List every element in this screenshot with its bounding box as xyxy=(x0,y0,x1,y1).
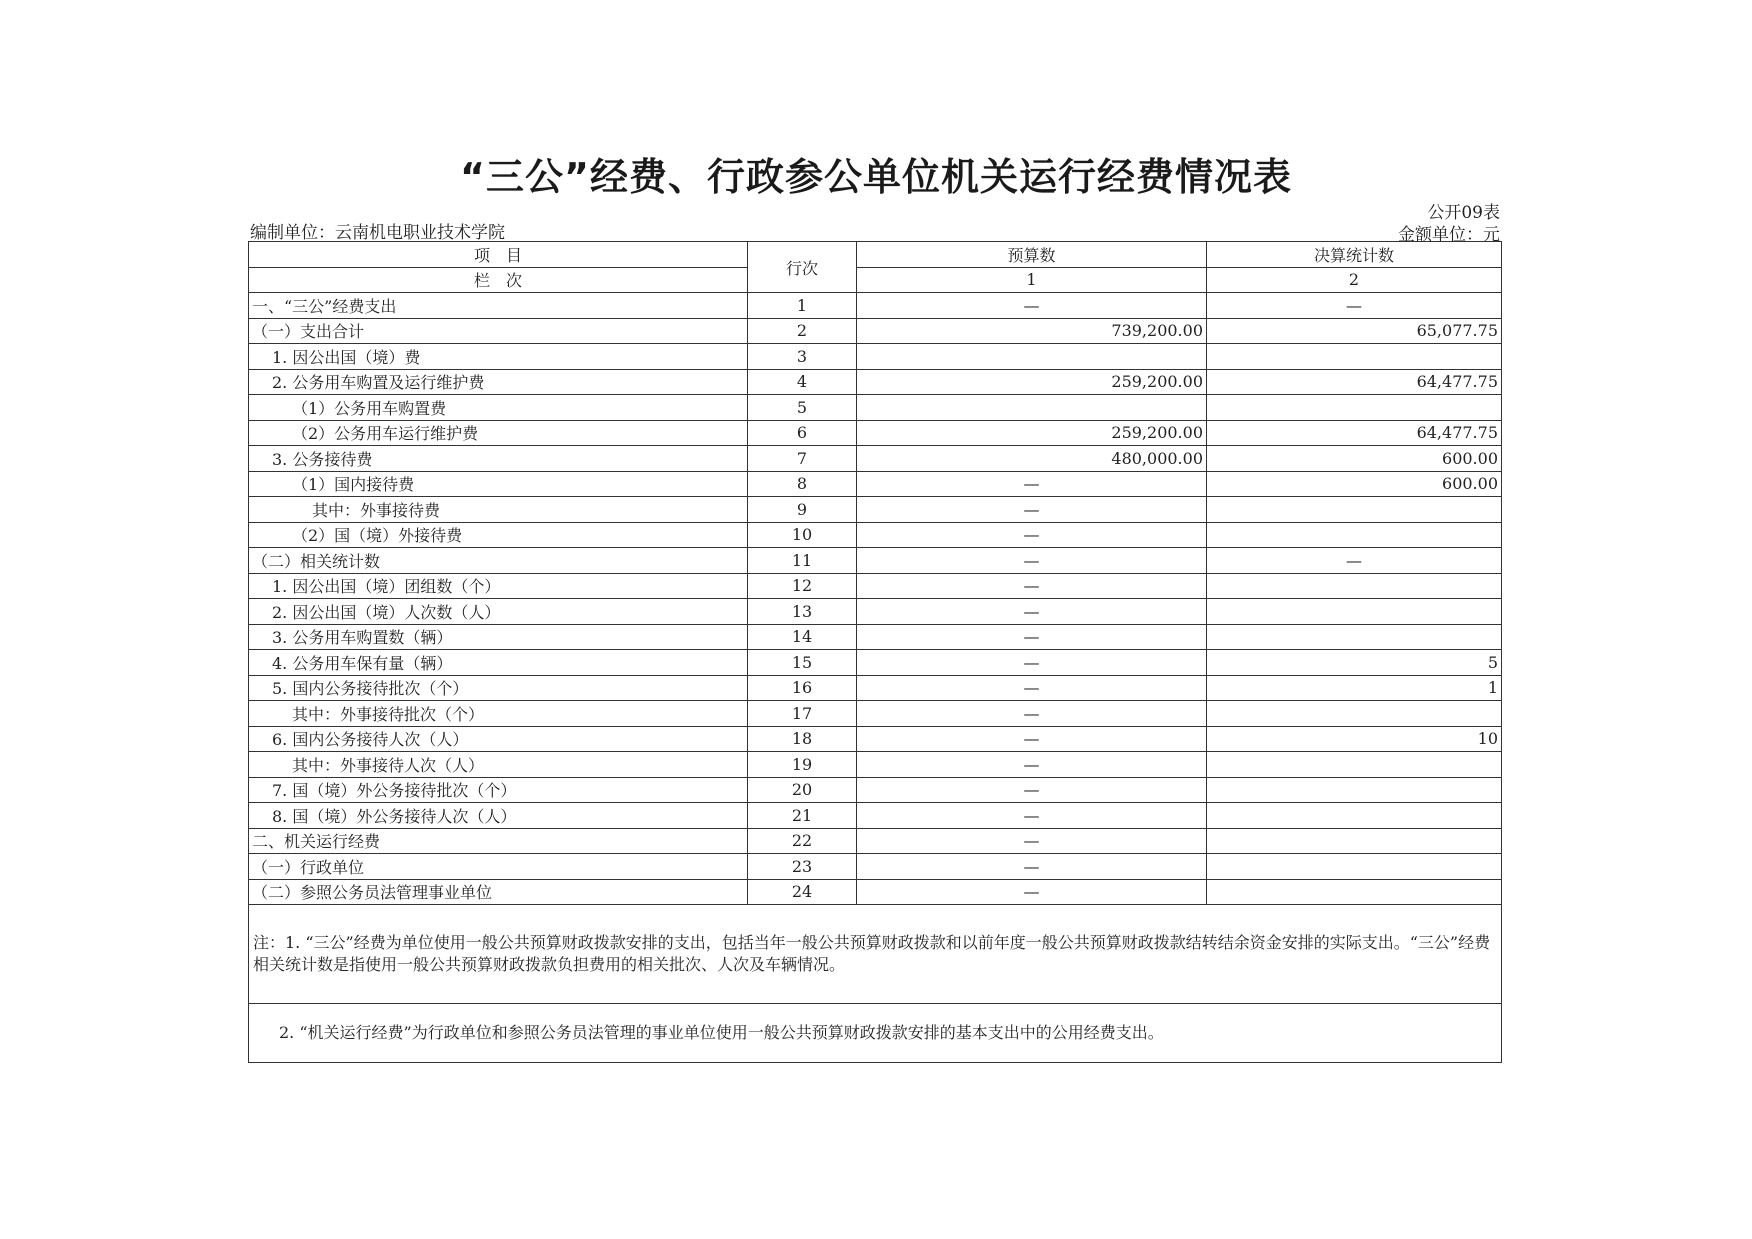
row-item: 二、机关运行经费 xyxy=(249,828,748,854)
table-row xyxy=(249,522,1502,548)
compiling-unit: 编制单位：云南机电职业技术学院 xyxy=(250,223,505,243)
budget-value: — xyxy=(857,777,1207,803)
table-row xyxy=(249,471,1502,497)
note-text: 2. “机关运行经费”为行政单位和参照公务员法管理的事业单位使用一般公共预算财政拨款安排的基本支出中的公用经费支出。 xyxy=(249,1004,1502,1063)
actual-value: — xyxy=(1207,548,1502,574)
row-number: 3 xyxy=(748,344,857,370)
row-item: 2. 公务用车购置及运行维护费 xyxy=(249,369,748,395)
budget-value: — xyxy=(857,548,1207,574)
row-number: 18 xyxy=(748,726,857,752)
budget-value: — xyxy=(857,701,1207,727)
row-number: 8 xyxy=(748,471,857,497)
actual-value xyxy=(1207,344,1502,370)
actual-value xyxy=(1207,701,1502,727)
actual-value: — xyxy=(1207,293,1502,319)
actual-value: 600.00 xyxy=(1207,471,1502,497)
budget-value: — xyxy=(857,624,1207,650)
header-row-no: 行次 xyxy=(748,242,857,293)
actual-value: 5 xyxy=(1207,650,1502,676)
row-item: （1）公务用车购置费 xyxy=(249,395,748,421)
money-unit: 金额单位：元 xyxy=(1398,225,1500,245)
note-text: 注：1. “三公”经费为单位使用一般公共预算财政拨款安排的支出，包括当年一般公共预算财政拨款和以前年度一般公共预算财政拨款结转结余资金安排的实际支出。“三公”经费相关统计数是指使用一般公共预算财政拨款负担费用的相关批次、人次及车辆情况。 xyxy=(249,905,1502,1004)
row-number: 9 xyxy=(748,497,857,523)
row-number: 2 xyxy=(748,318,857,344)
row-item: （一）行政单位 xyxy=(249,854,748,880)
actual-value xyxy=(1207,803,1502,829)
row-number: 16 xyxy=(748,675,857,701)
header-column-label: 栏 次 xyxy=(249,267,748,293)
table-row xyxy=(249,293,1502,319)
row-number: 6 xyxy=(748,420,857,446)
budget-value: 259,200.00 xyxy=(857,420,1207,446)
header-actual-col: 2 xyxy=(1207,267,1502,293)
budget-value: — xyxy=(857,828,1207,854)
table-row xyxy=(249,752,1502,778)
table-row xyxy=(249,369,1502,395)
budget-value: 259,200.00 xyxy=(857,369,1207,395)
table-row xyxy=(249,573,1502,599)
header-row xyxy=(249,242,1502,268)
table-row xyxy=(249,828,1502,854)
table-row xyxy=(249,420,1502,446)
actual-value xyxy=(1207,752,1502,778)
table-row xyxy=(249,395,1502,421)
row-number: 20 xyxy=(748,777,857,803)
actual-value: 64,477.75 xyxy=(1207,369,1502,395)
actual-value xyxy=(1207,497,1502,523)
row-item: （1）国内接待费 xyxy=(249,471,748,497)
note-row xyxy=(249,905,1502,1004)
budget-value: — xyxy=(857,803,1207,829)
row-number: 1 xyxy=(748,293,857,319)
actual-value xyxy=(1207,599,1502,625)
actual-value: 1 xyxy=(1207,675,1502,701)
row-item: （2）国（境）外接待费 xyxy=(249,522,748,548)
actual-value xyxy=(1207,573,1502,599)
form-number: 公开09表 xyxy=(1427,203,1500,223)
row-number: 17 xyxy=(748,701,857,727)
actual-value: 64,477.75 xyxy=(1207,420,1502,446)
table-row xyxy=(249,854,1502,880)
row-item: 8. 国（境）外公务接待人次（人） xyxy=(249,803,748,829)
table-row xyxy=(249,344,1502,370)
actual-value xyxy=(1207,395,1502,421)
header-actual: 决算统计数 xyxy=(1207,242,1502,268)
table-row xyxy=(249,675,1502,701)
table-row xyxy=(249,777,1502,803)
table-row xyxy=(249,650,1502,676)
budget-value: — xyxy=(857,752,1207,778)
budget-value: — xyxy=(857,293,1207,319)
row-item: 7. 国（境）外公务接待批次（个） xyxy=(249,777,748,803)
table-row xyxy=(249,701,1502,727)
row-item: 其中：外事接待人次（人） xyxy=(249,752,748,778)
row-number: 13 xyxy=(748,599,857,625)
row-number: 7 xyxy=(748,446,857,472)
row-number: 22 xyxy=(748,828,857,854)
table-row xyxy=(249,599,1502,625)
actual-value xyxy=(1207,854,1502,880)
budget-value: 739,200.00 xyxy=(857,318,1207,344)
budget-value: — xyxy=(857,879,1207,905)
row-item: 4. 公务用车保有量（辆） xyxy=(249,650,748,676)
table-row xyxy=(249,726,1502,752)
row-number: 15 xyxy=(748,650,857,676)
actual-value: 10 xyxy=(1207,726,1502,752)
row-item: （二）相关统计数 xyxy=(249,548,748,574)
row-number: 23 xyxy=(748,854,857,880)
budget-value: — xyxy=(857,854,1207,880)
budget-value: — xyxy=(857,599,1207,625)
row-number: 24 xyxy=(748,879,857,905)
actual-value xyxy=(1207,879,1502,905)
row-item: 一、“三公”经费支出 xyxy=(249,293,748,319)
budget-value xyxy=(857,344,1207,370)
row-number: 11 xyxy=(748,548,857,574)
row-item: 3. 公务接待费 xyxy=(249,446,748,472)
row-number: 10 xyxy=(748,522,857,548)
budget-value: — xyxy=(857,726,1207,752)
row-item: （二）参照公务员法管理事业单位 xyxy=(249,879,748,905)
budget-value: — xyxy=(857,573,1207,599)
budget-value: — xyxy=(857,497,1207,523)
row-item: 1. 因公出国（境）团组数（个） xyxy=(249,573,748,599)
budget-value: 480,000.00 xyxy=(857,446,1207,472)
actual-value xyxy=(1207,624,1502,650)
row-number: 21 xyxy=(748,803,857,829)
row-item: 其中：外事接待费 xyxy=(249,497,748,523)
note-row xyxy=(249,1004,1502,1063)
table-row xyxy=(249,624,1502,650)
actual-value xyxy=(1207,777,1502,803)
table-row xyxy=(249,548,1502,574)
page-title: “三公”经费、行政参公单位机关运行经费情况表 xyxy=(460,155,1292,199)
row-item: （一）支出合计 xyxy=(249,318,748,344)
row-number: 4 xyxy=(748,369,857,395)
row-number: 19 xyxy=(748,752,857,778)
budget-value: — xyxy=(857,471,1207,497)
row-item: 其中：外事接待批次（个） xyxy=(249,701,748,727)
row-item: （2）公务用车运行维护费 xyxy=(249,420,748,446)
actual-value: 600.00 xyxy=(1207,446,1502,472)
budget-value: — xyxy=(857,675,1207,701)
table-row xyxy=(249,497,1502,523)
table-row xyxy=(249,879,1502,905)
header-row xyxy=(249,267,1502,293)
header-budget: 预算数 xyxy=(857,242,1207,268)
row-item: 6. 国内公务接待人次（人） xyxy=(249,726,748,752)
table-row xyxy=(249,803,1502,829)
row-item: 3. 公务用车购置数（辆） xyxy=(249,624,748,650)
budget-value: — xyxy=(857,522,1207,548)
expense-table xyxy=(248,241,1502,1063)
actual-value xyxy=(1207,522,1502,548)
actual-value: 65,077.75 xyxy=(1207,318,1502,344)
table-row xyxy=(249,318,1502,344)
row-number: 12 xyxy=(748,573,857,599)
row-item: 5. 国内公务接待批次（个） xyxy=(249,675,748,701)
table-row xyxy=(249,446,1502,472)
budget-value xyxy=(857,395,1207,421)
actual-value xyxy=(1207,828,1502,854)
row-number: 14 xyxy=(748,624,857,650)
header-budget-col: 1 xyxy=(857,267,1207,293)
header-item: 项 目 xyxy=(249,242,748,268)
row-item: 2. 因公出国（境）人次数（人） xyxy=(249,599,748,625)
budget-value: — xyxy=(857,650,1207,676)
row-item: 1. 因公出国（境）费 xyxy=(249,344,748,370)
row-number: 5 xyxy=(748,395,857,421)
